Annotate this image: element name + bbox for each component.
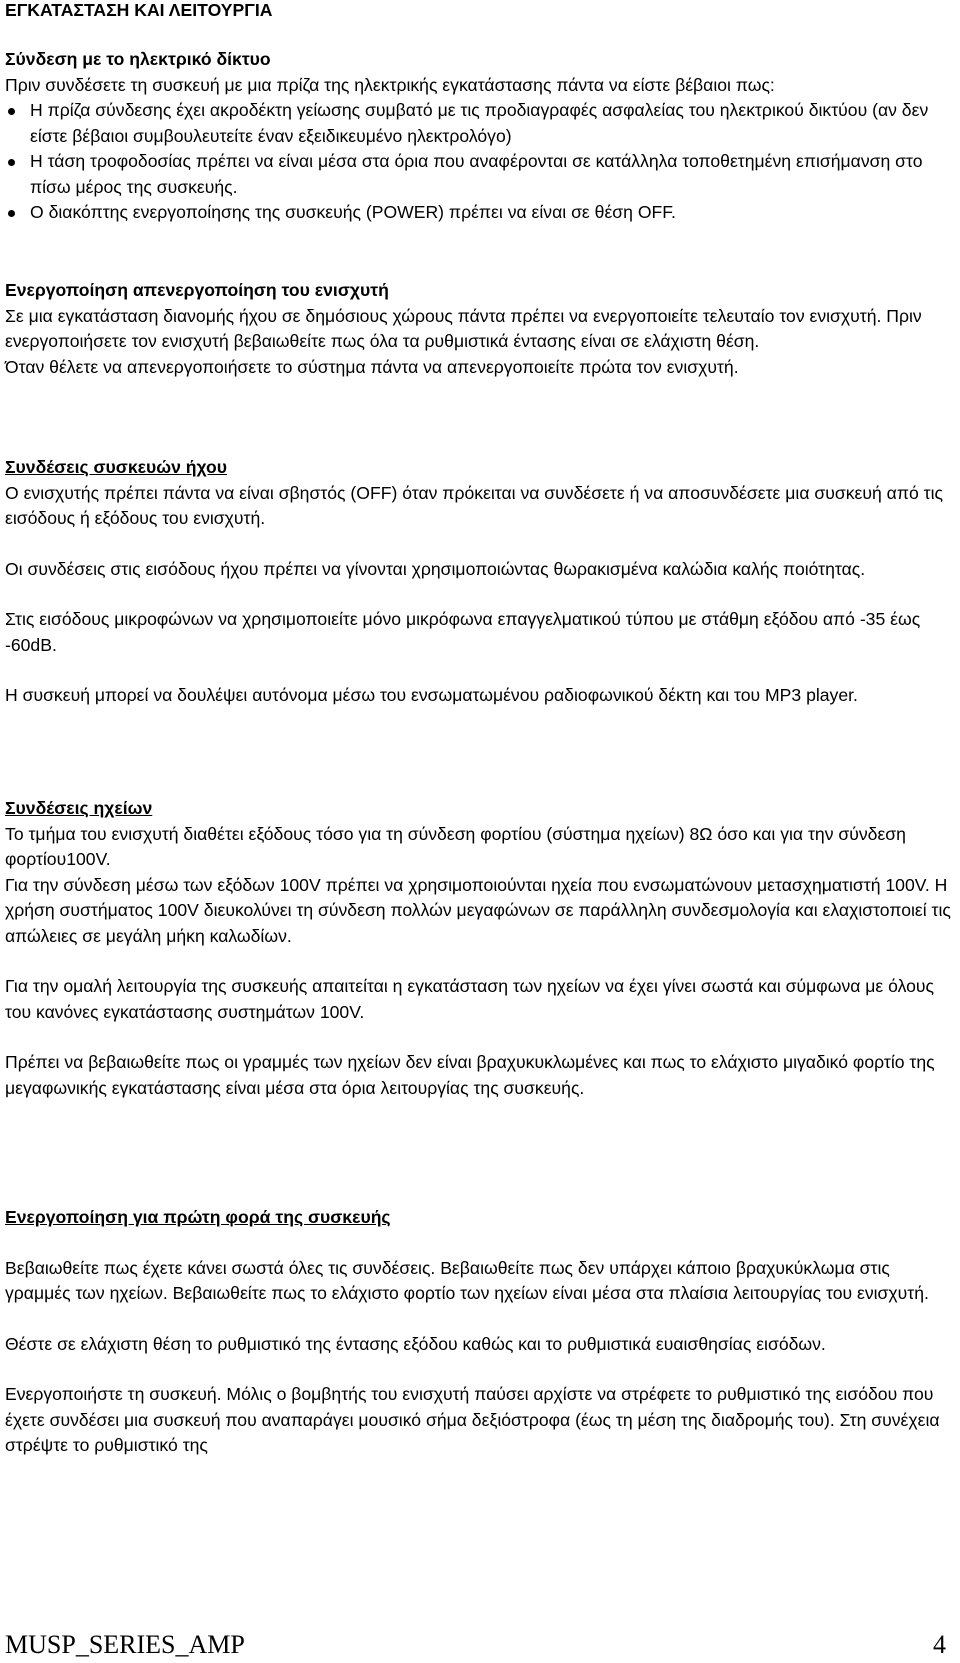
section-heading: Ενεργοποίηση απενεργοποίηση του ενισχυτή [5, 280, 389, 300]
paragraph: Ο ενισχυτής πρέπει πάντα να είναι σβηστός (OFF) όταν πρόκειται να συνδέσετε ή να αποσυνδέσετε μια συσκευή από τις εισόδους ή εξόδους του ενισχυτή. [5, 482, 943, 528]
list-item [5, 200, 955, 226]
bullet-list [5, 98, 955, 226]
paragraph: Βεβαιωθείτε πως έχετε κάνει σωστά όλες τις συνδέσεις. Βεβαιωθείτε πως δεν υπάρχει κάποιο βραχυκύκλωμα στις γραμμές των ηχείων. Βεβαιωθείτε πως το ελάχιστο φορτίο των ηχείων είναι μέσα στα πλαίσια λειτουργίας του ενισχυτή. [5, 1257, 929, 1303]
section-first-power-on [5, 1205, 955, 1459]
section-power-connection [5, 47, 955, 226]
paragraph: Το τμήμα του ενισχυτή διαθέτει εξόδους τόσο για τη σύνδεση φορτίου (σύστημα ηχείων) 8Ω όσο και για την σύνδεση φορτίου100V. [5, 823, 906, 869]
paragraph: Όταν θέλετε να απενεργοποιήσετε το σύστημα πάντα να απενεργοποιείτε πρώτα τον ενισχυτή. [5, 356, 739, 377]
paragraph: Η συσκευή μπορεί να δουλέψει αυτόνομα μέσω του ενσωματωμένου ραδιοφωνικού δέκτη και του MP3 player. [5, 685, 858, 705]
footer-document-id: MUSP_SERIES_AMP [5, 1630, 245, 1659]
section-speaker-connections [5, 796, 955, 1101]
list-item-text: Ο διακόπτης ενεργοποίησης της συσκευής (POWER) πρέπει να είναι σε θέση OFF. [30, 202, 676, 222]
bullet-icon [8, 210, 15, 217]
section-audio-connections [5, 455, 955, 709]
section-amp-on-off [5, 278, 955, 380]
paragraph: Οι συνδέσεις στις εισόδους ήχου πρέπει να γίνονται χρησιμοποιώντας θωρακισμένα καλώδια καλής ποιότητας. [5, 558, 866, 579]
list-item-text: Η τάση τροφοδοσίας πρέπει να είναι μέσα στα όρια που αναφέρονται σε κατάλληλα τοποθετημένη επισήμανση στο πίσω μέρος της συσκευής. [30, 151, 923, 197]
paragraph: Πριν συνδέσετε τη συσκευή με μια πρίζα της ηλεκτρικής εγκατάστασης πάντα να είστε βέβαιοι πως: [5, 74, 775, 95]
footer-page-number: 4 [933, 1630, 946, 1659]
paragraph: Θέστε σε ελάχιστη θέση το ρυθμιστικό της έντασης εξόδου καθώς και το ρυθμιστικά ευαισθησίας εισόδων. [5, 1333, 826, 1354]
paragraph: Πρέπει να βεβαιωθείτε πως οι γραμμές των ηχείων δεν είναι βραχυκυκλωμένες και πως το ελάχιστο μιγαδικό φορτίο της μεγαφωνικής εγκατάστασης είναι μέσα στα όρια λειτουργίας της συσκευής. [5, 1052, 935, 1098]
section-heading: Σύνδεση με το ηλεκτρικό δίκτυο [5, 49, 271, 69]
paragraph: Ενεργοποιήστε τη συσκευή. Μόλις ο βομβητής του ενισχυτή παύσει αρχίστε να στρέφετε το ρυθμιστικό της εισόδου που έχετε συνδέσει μια συσκευή που αναπαράγει μουσικό σήμα δεξιόστροφα (έως τη μέση της διαδρομής του). Στη συνέχεια στρέψτε το ρυθμιστικό της [5, 1384, 940, 1455]
paragraph: Στις εισόδους μικροφώνων να χρησιμοποιείτε μόνο μικρόφωνα επαγγελματικού τύπου με στάθμη εξόδου από -35 έως -60dB. [5, 609, 921, 655]
section-heading: Συνδέσεις συσκευών ήχου [5, 457, 227, 477]
paragraph: Για την ομαλή λειτουργία της συσκευής απαιτείται η εγκατάσταση των ηχείων να έχει γίνει σωστά και σύμφωνα με όλους του κανόνες εγκατάστασης συστημάτων 100V. [5, 976, 935, 1022]
section-heading: Συνδέσεις ηχείων [5, 798, 153, 818]
bullet-icon [8, 108, 15, 115]
list-item-text: Η πρίζα σύνδεσης έχει ακροδέκτη γείωσης συμβατό με τις προδιαγραφές ασφαλείας του ηλεκτρικού δικτύου (αν δεν είστε βέβαιοι συμβουλευτείτε έναν εξειδικευμένο ηλεκτρολόγο) [30, 100, 929, 146]
list-item [5, 98, 955, 149]
paragraph: Σε μια εγκατάσταση διανομής ήχου σε δημόσιους χώρους πάντα πρέπει να ενεργοποιείτε τελευταίο τον ενισχυτή. Πριν ενεργοποιήσετε τον ενισχυτή βεβαιωθείτε πως όλα τα ρυθμιστικά έντασης είναι σε ελάχιστη θέση. [5, 305, 922, 351]
document-title: ΕΓΚΑΤΑΣΤΑΣΗ ΚΑΙ ΛΕΙΤΟΥΡΓΙΑ [5, 0, 273, 20]
bullet-icon [8, 159, 15, 166]
section-heading: Ενεργοποίηση για πρώτη φορά της συσκευής [5, 1207, 391, 1227]
paragraph: Για την σύνδεση μέσω των εξόδων 100V πρέπει να χρησιμοποιούνται ηχεία που ενσωματώνουν μετασχηματιστή 100V. Η χρήση συστήματος 100V διευκολύνει τη σύνδεση πολλών μεγαφώνων σε παράλληλη συνδεσμολογία και ελαχιστοποιεί τις απώλειες σε μεγάλη μήκη καλωδίων. [5, 874, 951, 946]
list-item [5, 149, 955, 200]
